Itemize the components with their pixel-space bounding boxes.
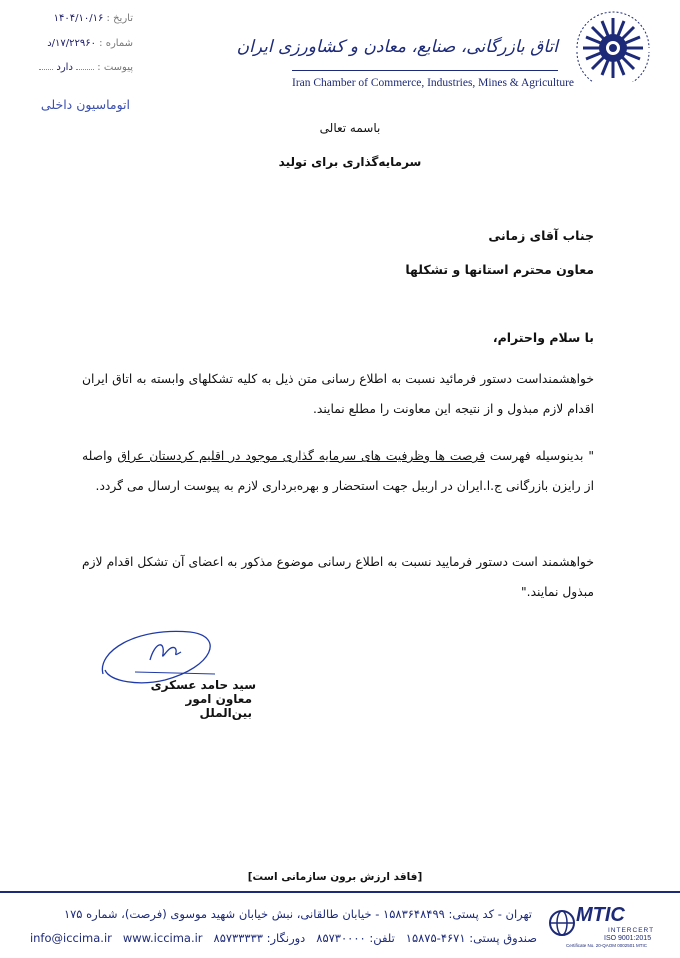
number-label: شماره : [99, 38, 133, 49]
attachment-label: پیوست : [97, 62, 133, 73]
paragraph-3-text: خواهشمند است دستور فرمایید نسبت به اطلاع رسانی موضوع مذکور به اعضای آن تشکل اقدام لازم مبذول نمایند." [82, 555, 594, 599]
classification-note: [فاقد ارزش برون سازمانی است] [247, 871, 423, 883]
cert-note: Certificate No. 20-QAOM 0002501 MTIC [566, 943, 648, 948]
paragraph-1 [82, 364, 594, 424]
footer-pobox: صندوق پستی: ۴۶۷۱-۱۵۸۷۵ [405, 931, 537, 945]
footer-fax: دورنگار: ۸۵۷۳۳۳۳۳ [213, 931, 306, 945]
paragraph-3 [82, 547, 594, 607]
recipient-name: جناب آقای زمانی [488, 228, 594, 243]
footer-phone: تلفن: ۸۵۷۳۰۰۰۰ [316, 931, 395, 945]
number-value: ۱۷/۲۲۹۶۰/د [47, 38, 96, 49]
date-label: تاریخ : [106, 13, 133, 24]
greeting: با سلام واحترام، [492, 330, 594, 345]
cert-iso: ISO 9001:2015 [604, 935, 652, 942]
signer-name: سید حامد عسکری [150, 678, 256, 692]
footer-contact-row [12, 931, 537, 945]
logo-title-fa: اتاق بازرگانی، صنایع، معادن و کشاورزی ایران [236, 37, 558, 57]
handwritten-note: اتوماسیون داخلی [40, 97, 130, 112]
footer-address: تهران - کد پستی: ۱۵۸۳۶۴۸۴۹۹ - خیابان طالقانی، نبش خیابان شهید موسوی (فرصت)، شماره ۱۷۵ [63, 907, 532, 921]
attachment-value: دارد [56, 62, 73, 73]
cert-sub: INTERCERT [608, 927, 655, 934]
recipient-title: معاون محترم استانها و تشکلها [405, 262, 594, 277]
paragraph-1-text: خواهشمنداست دستور فرمائید نسبت به اطلاع رسانی متن ذیل به کلیه تشکلهای وابسته به اتاق ایران اقدام لازم مبذول و از نتیجه این معاونت را مطلع نمایند. [82, 372, 594, 416]
salutation-top: باسمه تعالی [319, 121, 381, 135]
letter-subject: سرمایه‌گذاری برای تولید [278, 155, 422, 169]
footer-email[interactable]: info@iccima.ir [29, 931, 112, 945]
quote-rest-text: واصله از رایزن بازرگانی ج.ا.ایران در اربیل جهت استحضار و بهره‌برداری لازم به پیوست ارسال می گردد. [82, 449, 594, 493]
footer-website[interactable]: www.iccima.ir [122, 931, 203, 945]
quote-underlined-text: فرصت ها وظرفیت های سرمایه گذاری موجود در اقلیم کردستان عراق [117, 449, 486, 463]
attachment-row [22, 62, 133, 73]
date-value: ۱۴۰۴/۱۰/۱۶ [53, 13, 104, 24]
date-row [28, 13, 133, 24]
logo-divider [292, 70, 558, 71]
cert-brand: MTIC [576, 904, 625, 926]
number-row [18, 38, 133, 49]
certification-logo [548, 903, 670, 951]
quote-open-text: " بدینوسیله فهرست [485, 449, 594, 463]
chamber-logo [563, 10, 671, 82]
signer-position: معاون امور بین‌الملل [185, 692, 252, 720]
logo-title-en: Iran Chamber of Commerce, Industries, Mines & Agriculture [292, 77, 574, 89]
footer-divider [0, 891, 680, 893]
paragraph-2-quote [82, 441, 594, 501]
